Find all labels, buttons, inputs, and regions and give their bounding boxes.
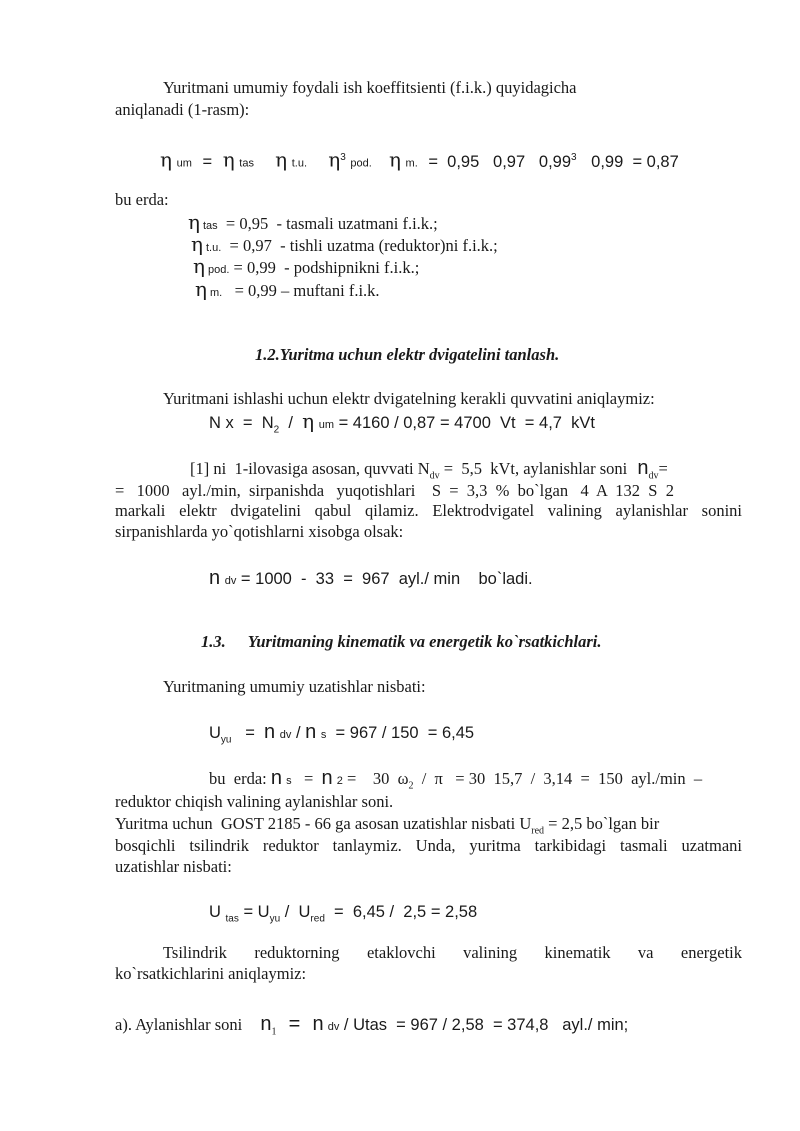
section-heading-1-2: 1.2.Yuritma uchun elektr dvigatelini tanlash. — [255, 345, 560, 364]
efficiency-formula: η um = η tas η t.u. $\eta^3$ pod. η m. = 0,95 0,97 0,99$^3$ 0,99 = 0,87 — [160, 147, 679, 172]
definition-item: ηm. = 0,99 – muftani f.i.k. — [195, 277, 380, 301]
power-intro: Yuritmani ishlashi uchun elektr dvigatelning kerakli quvvatini aniqlaymiz: — [163, 389, 655, 408]
power-formula: N $x = N_2 / \eta$ um = 4160 / 0,87 = 4700 Vt = 4,7 kVt — [209, 409, 595, 436]
uyu-formula: $U_{yu} = n$ dv / n s = 967 / 150 = 6,45 — [209, 721, 475, 746]
gost-line-3: uzatishlar nisbati: — [115, 857, 232, 876]
gost-line-1: Yuritma uchun GOST 2185 - 66 ga asosan uzatishlar nisbati $U_{red} = 2,5$ bo`lgan bir — [115, 814, 660, 837]
motor-line-2: = 1000 ayl./min, sirpanishda yuqotishlari S = 3,3 % bo`lgan 4 A 132 S 2 — [115, 481, 674, 500]
intro-line-2: aniqlanadi (1-rasm): — [115, 100, 250, 119]
eta-symbol: η — [222, 147, 235, 172]
eta-symbol: η — [275, 147, 288, 172]
eta-symbol: η — [388, 147, 401, 172]
motor-line-4: sirpanishlarda yo`qotishlarni xisobga olsak: — [115, 522, 404, 541]
definition-item: ηt.u. = 0,97 - tishli uzatma (reduktor)ni f.i.k.; — [191, 232, 498, 256]
eta-symbol: η — [328, 147, 341, 172]
item-a: a). Aylanishlar soni $n_1 = n$ dv / Utas = 967 / 2,58 = 374,8 ayl./ min; — [115, 1013, 629, 1038]
motor-line-1: [1] ni 1-ilovasiga asosan, quvvati $N_{dv} = 5,5$ kVt, aylanishlar soni $n_{dv}=$ — [190, 457, 668, 482]
motor-line-3: markali elektr dvigatelini qabul qilamiz. Elektrodvigatel valining aylanishlar sonini — [115, 501, 742, 520]
definition-item: ηtas = 0,95 - tasmali uzatmani f.i.k.; — [188, 210, 438, 234]
gost-line-2: bosqichli tsilindrik reduktor tanlaymiz. Unda, yuritma tarkibidagi tasmali uzatmani — [115, 836, 742, 855]
utas-formula: U $_{tas} = U_{yu} / U_{red} = 6,45 / 2,5 = 2,58$ — [209, 903, 478, 925]
section-heading-1-3: 1.3. Yuritmaning kinematik va energetik ko`rsatkichlari. — [201, 632, 602, 651]
ratio-intro: Yuritmaning umumiy uzatishlar nisbati: — [163, 677, 426, 696]
reductor-line-1: Tsilindrik reduktorning etaklovchi valining kinematik va energetik — [163, 943, 742, 962]
eta-symbol: η — [160, 147, 172, 172]
ns-formula: bu erda: n s = n 2 = 30 $\omega_2 / \pi = 30$ 15,7 / 3,14 = 150 ayl./min – — [209, 767, 703, 792]
definition-item: ηpod. = 0,99 - podshipnikni f.i.k.; — [193, 254, 420, 278]
intro-line-1: Yuritmani umumiy foydali ish koeffitsienti (f.i.k.) quyidagicha — [163, 78, 577, 97]
ndv-formula: n dv = 1000 - 33 = 967 ayl./ min bo`ladi. — [209, 567, 533, 589]
ns-line-2: reduktor chiqish valining aylanishlar soni. — [115, 792, 394, 811]
bu-erda-label: bu erda: — [115, 190, 169, 209]
reductor-line-2: ko`rsatkichlarini aniqlaymiz: — [115, 964, 307, 983]
